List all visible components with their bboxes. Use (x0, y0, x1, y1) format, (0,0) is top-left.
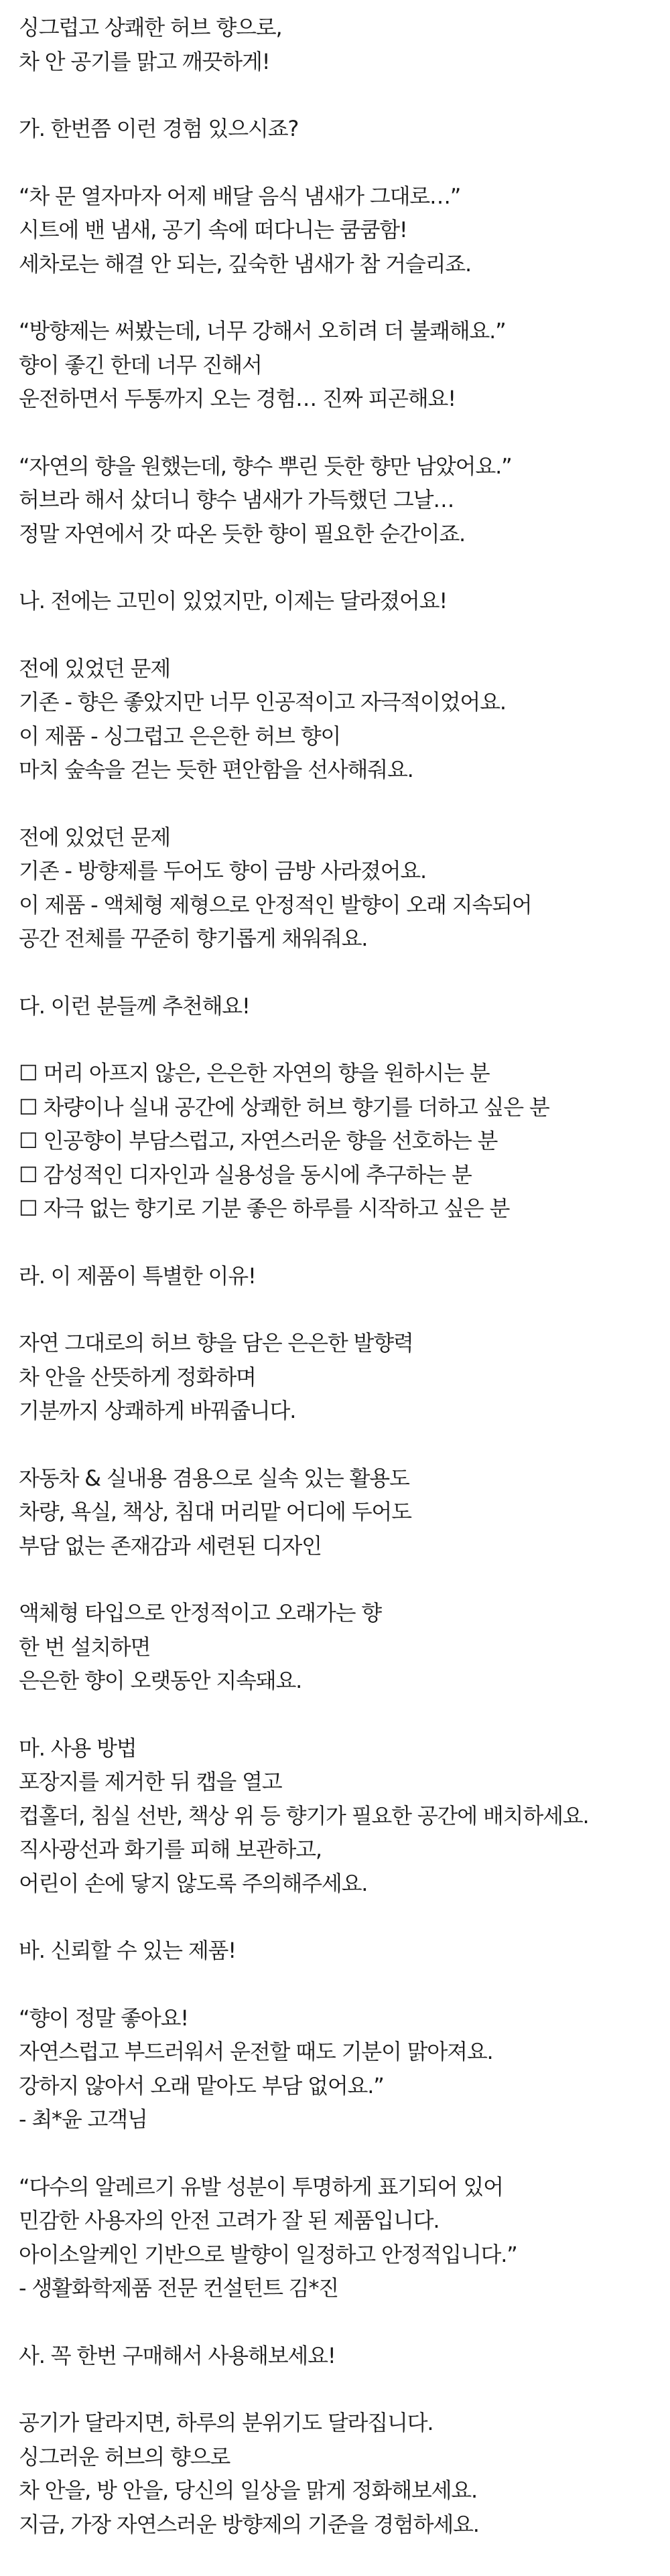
paragraph (19, 314, 655, 416)
text-line: 운전하면서 두통까지 오는 경험… 진짜 피곤해요! (19, 386, 456, 411)
checklist (19, 1056, 655, 1226)
text-line: “방향제는 써봤는데, 너무 강해서 오히려 더 불쾌해요.” (19, 318, 506, 344)
testimonial (19, 2001, 655, 2137)
text-line: 액체형 타입으로 안정적이고 오래가는 향 (19, 1600, 381, 1626)
checklist-item: ☐ 머리 아프지 않은, 은은한 자연의 향을 원하시는 분 (19, 1060, 490, 1086)
text-line: 자연 그대로의 허브 향을 담은 은은한 발향력 (19, 1330, 413, 1356)
text-line: 은은한 향이 오랫동안 지속돼요. (19, 1668, 302, 1693)
text-line: “차 문 열자마자 어제 배달 음식 냄새가 그대로…” (19, 183, 461, 209)
text-line: 지금, 가장 자연스러운 방향제의 기준을 경험하세요. (19, 2511, 479, 2537)
text-line: - 생활화학제품 전문 컨설턴트 김*진 (19, 2275, 339, 2301)
text-line: 기존 - 방향제를 두어도 향이 금방 사라졌어요. (19, 858, 426, 883)
text-line: 사. 꼭 한번 구매해서 사용해보세요! (19, 2342, 336, 2368)
text-line: 전에 있었던 문제 (19, 655, 170, 681)
text-line: 민감한 사용자의 안전 고려가 잘 된 제품입니다. (19, 2208, 440, 2233)
paragraph (19, 1326, 655, 1428)
text-line: 마. 사용 방법 (19, 1735, 137, 1761)
testimonial (19, 2170, 655, 2305)
text-line: 공간 전체를 꾸준히 향기롭게 채워줘요. (19, 926, 368, 951)
text-line: 전에 있었던 문제 (19, 824, 170, 850)
text-line: 라. 이 제품이 특별한 이유! (19, 1263, 256, 1289)
text-line: 기분까지 상쾌하게 바꿔줍니다. (19, 1398, 296, 1423)
text-line: 포장지를 제거한 뒤 캡을 열고 (19, 1769, 282, 1794)
text-line: 마치 숲속을 걷는 듯한 편안함을 선사해줘요. (19, 757, 413, 782)
paragraph (19, 1596, 655, 1698)
paragraph (19, 820, 655, 956)
text-line: 강하지 않아서 오래 맡아도 부담 없어요.” (19, 2072, 384, 2098)
text-line: 차량, 욕실, 책상, 침대 머리맡 어디에 두어도 (19, 1499, 411, 1524)
text-line: 부담 없는 존재감과 세련된 디자인 (19, 1532, 322, 1559)
text-line: 한 번 설치하면 (19, 1634, 151, 1660)
text-line: 싱그러운 허브의 향으로 (19, 2443, 230, 2470)
text-line: 시트에 밴 냄새, 공기 속에 떠다니는 쿰쿰함! (19, 217, 407, 242)
text-line: 허브라 해서 샀더니 향수 냄새가 가득했던 그날… (19, 487, 454, 512)
checklist-item: ☐ 자극 없는 향기로 기분 좋은 하루를 시작하고 싶은 분 (19, 1196, 510, 1221)
text-line: 이 제품 - 싱그럽고 은은한 허브 향이 (19, 723, 341, 749)
text-line: 이 제품 - 액체형 제형으로 안정적인 발향이 오래 지속되어 (19, 891, 532, 918)
checklist-item: ☐ 감성적인 디자인과 실용성을 동시에 추구하는 분 (19, 1161, 472, 1188)
text-line: 차 안을 산뜻하게 정화하며 (19, 1364, 256, 1390)
text-line: 나. 전에는 고민이 있었지만, 이제는 달라졌어요! (19, 588, 447, 614)
text-line: 차 안 공기를 맑고 깨끗하게! (19, 48, 270, 74)
paragraph (19, 652, 655, 787)
text-line: “다수의 알레르기 유발 성분이 투명하게 표기되어 있어 (19, 2173, 503, 2200)
section-heading (19, 1259, 655, 1293)
section-heading (19, 2339, 655, 2373)
text-line: 공기가 달라지면, 하루의 분위기도 달라집니다. (19, 2410, 433, 2435)
text-line: 세차로는 해결 안 되는, 깊숙한 냄새가 참 거슬리죠. (19, 251, 471, 277)
paragraph (19, 2406, 655, 2541)
text-line: 정말 자연에서 갓 따온 듯한 향이 필요한 순간이죠. (19, 520, 466, 547)
paragraph (19, 1461, 655, 1563)
paragraph (19, 11, 655, 78)
text-line: 컵홀더, 침실 선반, 책상 위 등 향기가 필요한 공간에 배치하세요. (19, 1802, 589, 1829)
text-line: 자연스럽고 부드러워서 운전할 때도 기분이 맑아져요. (19, 2039, 493, 2064)
text-line: 자동차 & 실내용 겸용으로 실속 있는 활용도 (19, 1465, 409, 1491)
text-line: 아이소알케인 기반으로 발향이 일정하고 안정적입니다.” (19, 2241, 517, 2267)
text-line: 다. 이런 분들께 추천해요! (19, 993, 250, 1019)
text-line: 어린이 손에 닿지 않도록 주의해주세요. (19, 1870, 368, 1896)
text-line: 가. 한번쯤 이런 경험 있으시죠? (19, 116, 299, 141)
text-line: 차 안을, 방 안을, 당신의 일상을 맑게 정화해보세요. (19, 2478, 477, 2503)
text-line: 싱그럽고 상쾌한 허브 향으로, (19, 15, 282, 40)
checklist-item: ☐ 차량이나 실내 공간에 상쾌한 허브 향기를 더하고 싶은 분 (19, 1094, 549, 1120)
text-line: 기존 - 향은 좋았지만 너무 인공적이고 자극적이었어요. (19, 689, 506, 715)
text-line: “자연의 향을 원했는데, 향수 뿌린 듯한 향만 남았어요.” (19, 453, 512, 479)
text-line: 향이 좋긴 한데 너무 진해서 (19, 352, 262, 378)
paragraph (19, 449, 655, 551)
section-heading (19, 112, 655, 146)
text-line: “향이 정말 좋아요! (19, 2005, 188, 2031)
text-line: - 최*윤 고객님 (19, 2106, 147, 2132)
paragraph (19, 1731, 655, 1901)
section-heading (19, 584, 655, 618)
product-description (19, 0, 655, 2575)
section-heading (19, 1934, 655, 1968)
text-line: 직사광선과 화기를 피해 보관하고, (19, 1837, 322, 1862)
checklist-item: ☐ 인공향이 부담스럽고, 자연스러운 향을 선호하는 분 (19, 1128, 498, 1153)
text-line: 바. 신뢰할 수 있는 제품! (19, 1938, 236, 1963)
section-heading (19, 989, 655, 1023)
paragraph (19, 180, 655, 281)
